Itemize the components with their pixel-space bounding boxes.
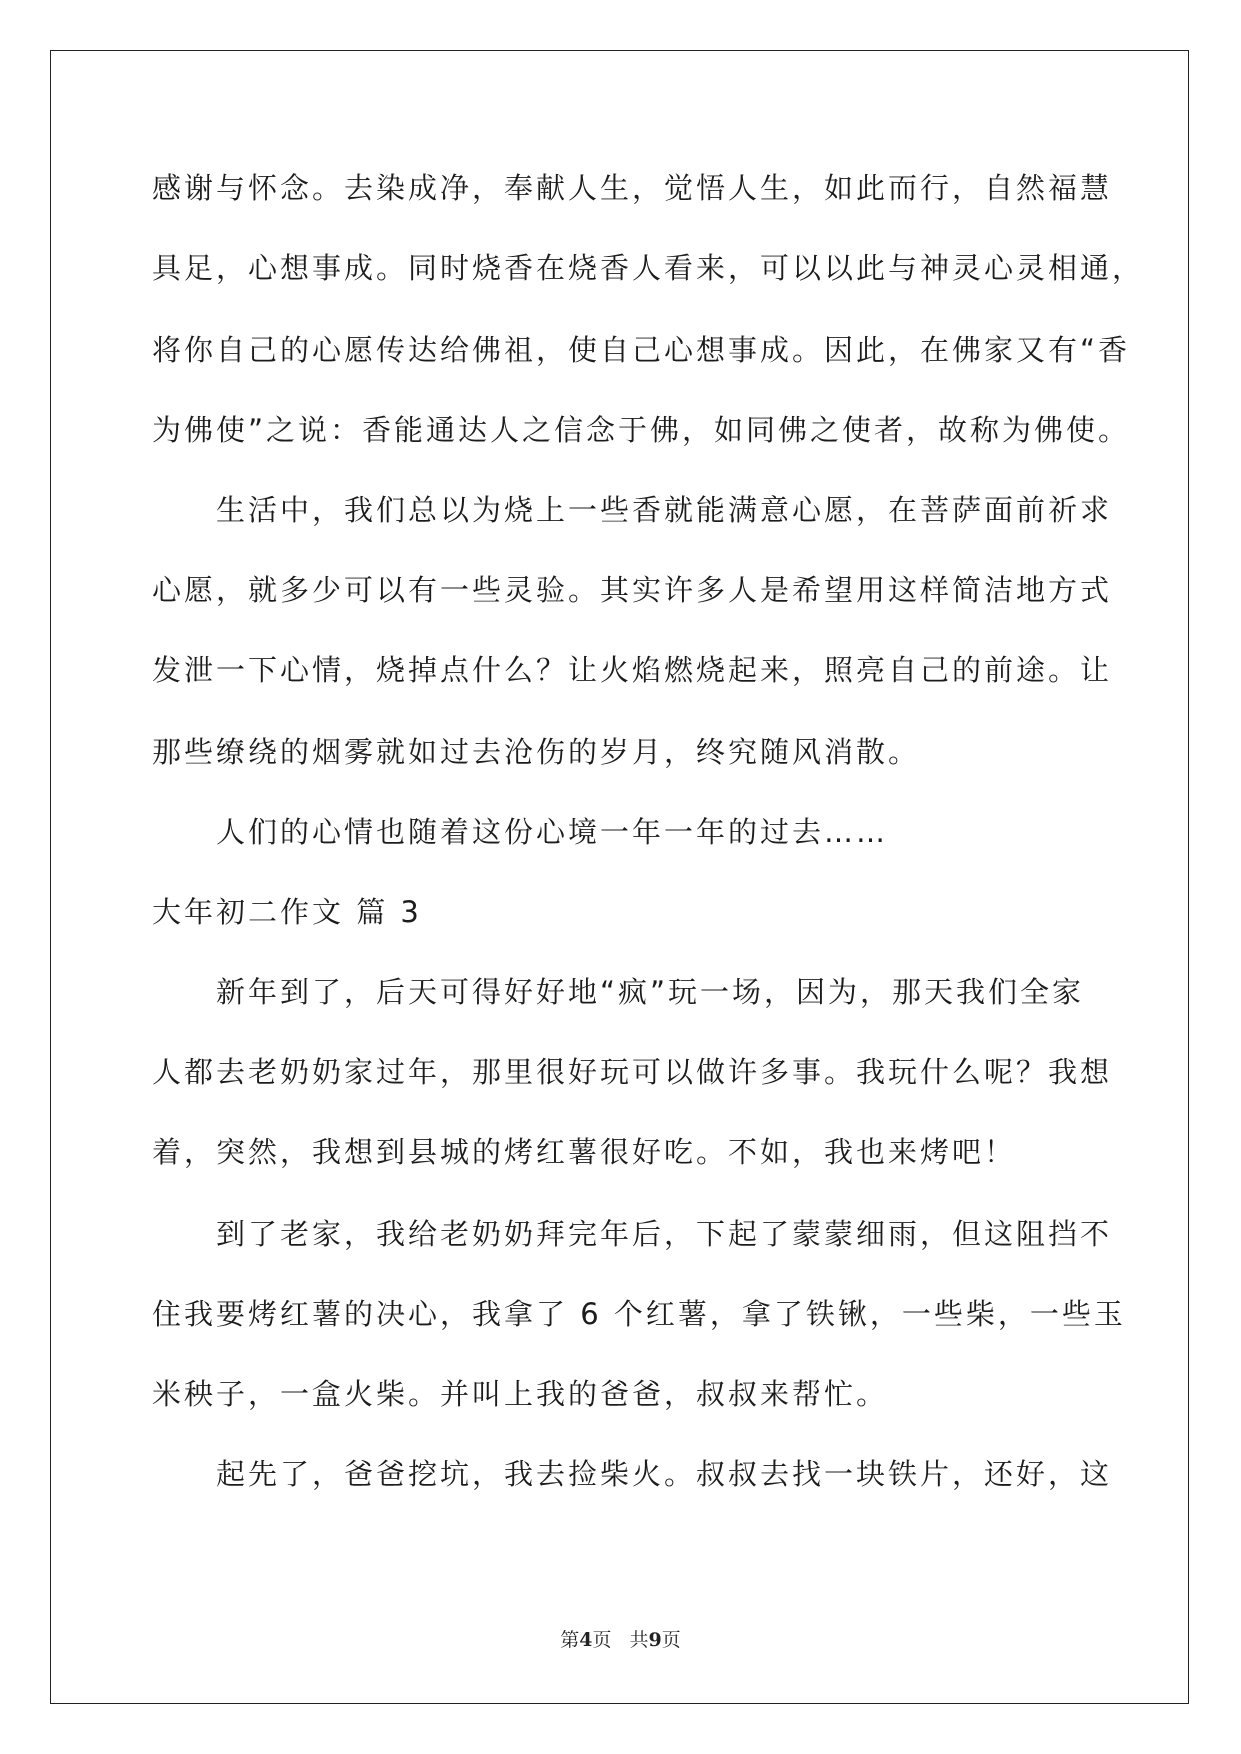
text-line: 感谢与怀念。去染成净，奉献人生，觉悟人生，如此而行，自然福慧: [152, 171, 1113, 205]
section-heading: 大年初二作文 篇 3: [152, 895, 422, 929]
text-line: 为佛使”之说：香能通达人之信念于佛，如同佛之使者，故称为佛使。: [152, 413, 1131, 447]
text-line: 米秧子，一盒火柴。并叫上我的爸爸，叔叔来帮忙。: [152, 1377, 889, 1411]
footer-page-unit: 页: [592, 1629, 612, 1651]
text-line: 将你自己的心愿传达给佛祖，使自己心想事成。因此，在佛家又有“香: [152, 333, 1131, 367]
text-line: 心愿，就多少可以有一些灵验。其实许多人是希望用这样简洁地方式: [152, 573, 1113, 607]
footer-total-prefix: 共: [629, 1629, 649, 1651]
footer-total-unit: 页: [661, 1629, 681, 1651]
text-line: 发泄一下心情，烧掉点什么？让火焰燃烧起来，照亮自己的前途。让: [152, 653, 1113, 687]
text-line: 人们的心情也随着这份心境一年一年的过去……: [216, 815, 889, 849]
text-line: 具足，心想事成。同时烧香在烧香人看来，可以以此与神灵心灵相通，: [152, 251, 1145, 285]
text-line: 人都去老奶奶家过年，那里很好玩可以做许多事。我玩什么呢？我想: [152, 1055, 1113, 1089]
text-line: 着，突然，我想到县城的烤红薯很好吃。不如，我也来烤吧！: [152, 1135, 1017, 1169]
text-line: 生活中，我们总以为烧上一些香就能满意心愿，在菩萨面前祈求: [216, 493, 1113, 527]
text-line: 到了老家，我给老奶奶拜完年后，下起了蒙蒙细雨，但这阻挡不: [216, 1217, 1113, 1251]
text-line: 住我要烤红薯的决心，我拿了 6 个红薯，拿了铁锹，一些柴，一些玉: [152, 1297, 1126, 1331]
text-line: 起先了，爸爸挖坑，我去捡柴火。叔叔去找一块铁片，还好，这: [216, 1457, 1113, 1491]
text-line: 那些缭绕的烟雾就如过去沧伤的岁月，终究随风消散。: [152, 735, 921, 769]
text-line: 新年到了，后天可得好好地“疯”玩一场，因为，那天我们全家: [216, 975, 1085, 1009]
page-footer: [0, 1625, 1241, 1652]
current-page-number: 4: [579, 1629, 593, 1651]
footer-prefix: 第: [560, 1629, 580, 1651]
total-page-count: 9: [648, 1629, 662, 1651]
